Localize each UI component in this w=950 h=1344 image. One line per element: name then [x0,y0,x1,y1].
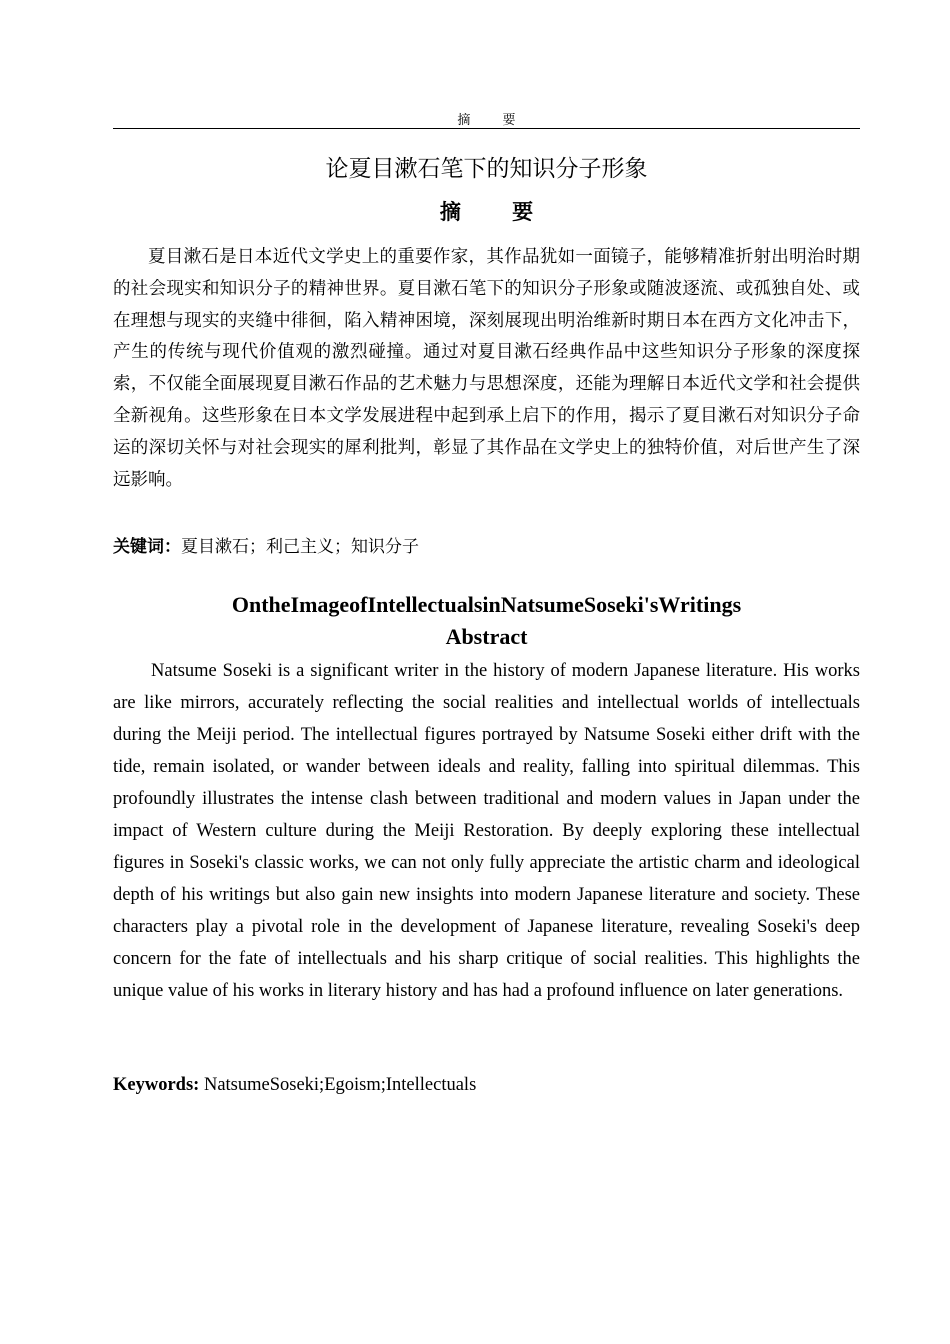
running-header-title: 摘 要 [457,113,530,128]
running-header [113,109,860,128]
english-keywords [113,1075,860,1096]
english-title: OntheImageofIntellectualsinNatsumeSoseki'sWritings [231,592,742,617]
english-keywords-value: NatsumeSoseki;Egoism;Intellectuals [203,1075,477,1095]
chinese-title: 论夏目漱石笔下的知识分子形象 [325,156,648,182]
english-keywords-label: Keywords: [113,1075,200,1095]
chinese-abstract-body: 夏目漱石是日本近代文学史上的重要作家，其作品犹如一面镜子，能够精准折射出明治时期的社会现实和知识分子的精神世界。夏目漱石笔下的知识分子形象或随波逐流、或孤独自处、或在理想与现实的夹缝中徘徊，陷入精神困境，深刻展现出明治维新时期日本在西方文化冲击下，产生的传统与现代价值观的激烈碰撞。通过对夏目漱石经典作品中这些知识分子形象的深度探索，不仅能全面展现夏目漱石作品的艺术魅力与思想深度，还能为理解日本近代文学和社会提供全新视角。这些形象在日本文学发展进程中起到承上启下的作用，揭示了夏目漱石对知识分子命运的深切关怀与对社会现实的犀利批判，彰显了其作品在文学史上的独特价值，对后世产生了深远影响。 [113,247,860,490]
english-abstract-body: Natsume Soseki is a significant writer in the history of modern Japanese literature. His works are like mirrors, accurately reflecting the social realities and intellectual worlds of intellectuals during the Meiji period. The intellectual figures portrayed by Natsume Soseki either drift with the tide, remain isolated, or wander between ideals and reality, falling into spiritual dilemmas. This profoundly illustrates the intense clash between traditional and modern values in Japan under the impact of Western culture during the Meiji Restoration. By deeply exploring these intellectual figures in Soseki's classic works, we can not only fully appreciate the artistic charm and ideological depth of his writings but also gain new insights into modern Japanese literature and society. These characters play a pivotal role in the development of Japanese literature, revealing Soseki's deep concern for the fate of intellectuals and his sharp critique of social realities. This highlights the unique value of his works in literary history and has had a profound influence on later generations. [113,661,860,1001]
chinese-keywords [113,532,860,557]
chinese-keywords-value: 夏目漱石；利己主义；知识分子 [181,537,419,557]
english-abstract-heading: Abstract [445,624,528,649]
chinese-abstract-heading [113,196,860,226]
chinese-abstract-heading-text: 摘 要 [439,200,556,224]
header-rule [113,128,860,129]
chinese-keywords-label: 关键词： [113,537,181,557]
